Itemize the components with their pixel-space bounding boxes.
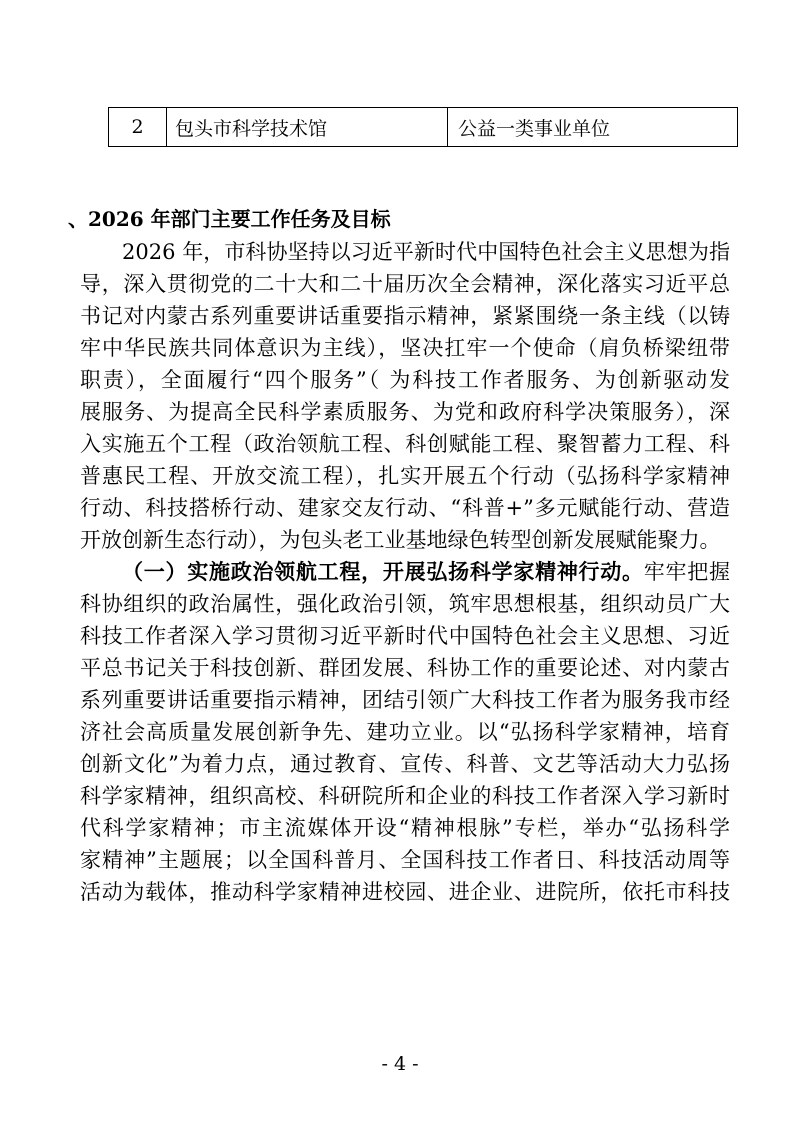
paragraph-line: 科协组织的政治属性，强化政治引领，筑牢思想根基，组织动员广大: [80, 592, 730, 616]
section-heading: 、2026 年部门主要工作任务及目标: [68, 207, 391, 231]
table-row: [109, 108, 738, 147]
row-number-cell: 2: [109, 108, 167, 147]
paragraph-line: 开放创新生态行动），为包头老工业基地绿色转型创新发展赋能聚力。: [80, 528, 721, 552]
subsection-heading: （一）实施政治领航工程，开展弘扬科学家精神行动。: [122, 559, 644, 584]
paragraph-line: 创新文化”为着力点，通过教育、宣传、科普、文艺等活动大力弘扬: [80, 752, 730, 776]
paragraph-line: 牢中华民族共同体意识为主线），坚决扛牢一个使命（肩负桥梁纽带: [80, 336, 730, 360]
paragraph-line: 活动为载体，推动科学家精神进校园、进企业、进院所，依托市科技: [80, 880, 730, 904]
paragraph-line: 济社会高质量发展创新争先、建功立业。以“弘扬科学家精神，培育: [80, 720, 730, 744]
unit-name-cell: 包头市科学技术馆: [167, 108, 448, 147]
paragraph-line: 代科学家精神；市主流媒体开设“精神根脉”专栏，举办“弘扬科学: [80, 816, 730, 840]
paragraph-line: 科技工作者深入学习贯彻习近平新时代中国特色社会主义思想、习近: [80, 624, 730, 648]
paragraph-line: 系列重要讲话重要指示精神，团结引领广大科技工作者为服务我市经: [80, 688, 730, 712]
paragraph-line: 书记对内蒙古系列重要讲话重要指示精神，紧紧围绕一条主线（以铸: [80, 304, 730, 328]
paragraph-line: [122, 556, 730, 588]
paragraph-line: 家精神”主题展；以全国科普月、全国科技工作者日、科技活动周等: [80, 848, 730, 872]
unit-type-cell: 公益一类事业单位: [448, 108, 738, 147]
paragraph-line: 平总书记关于科技创新、群团发展、科协工作的重要论述、对内蒙古: [80, 656, 730, 680]
paragraph-line: 普惠民工程、开放交流工程），扎实开展五个行动（弘扬科学家精神: [80, 464, 730, 488]
unit-table: [108, 107, 738, 147]
paragraph-line: 科学家精神，组织高校、科研院所和企业的科技工作者深入学习新时: [80, 784, 730, 808]
paragraph-line: 入实施五个工程（政治领航工程、科创赋能工程、聚智蓄力工程、科: [80, 432, 730, 456]
paragraph-line: 展服务、为提高全民科学素质服务、为党和政府科学决策服务），深: [80, 400, 730, 424]
page-number: - 4 -: [381, 1053, 419, 1075]
paragraph-line: 2026 年，市科协坚持以习近平新时代中国特色社会主义思想为指: [122, 240, 730, 264]
paragraph-line: 行动、科技搭桥行动、建家交友行动、“科普+”多元赋能行动、营造: [80, 496, 730, 520]
paragraph-line: 职责），全面履行“四个服务”（ 为科技工作者服务、为创新驱动发: [80, 368, 730, 392]
paragraph-line: 导，深入贯彻党的二十大和二十届历次全会精神，深化落实习近平总: [80, 272, 730, 296]
paragraph-text: 牢牢把握: [643, 560, 731, 584]
